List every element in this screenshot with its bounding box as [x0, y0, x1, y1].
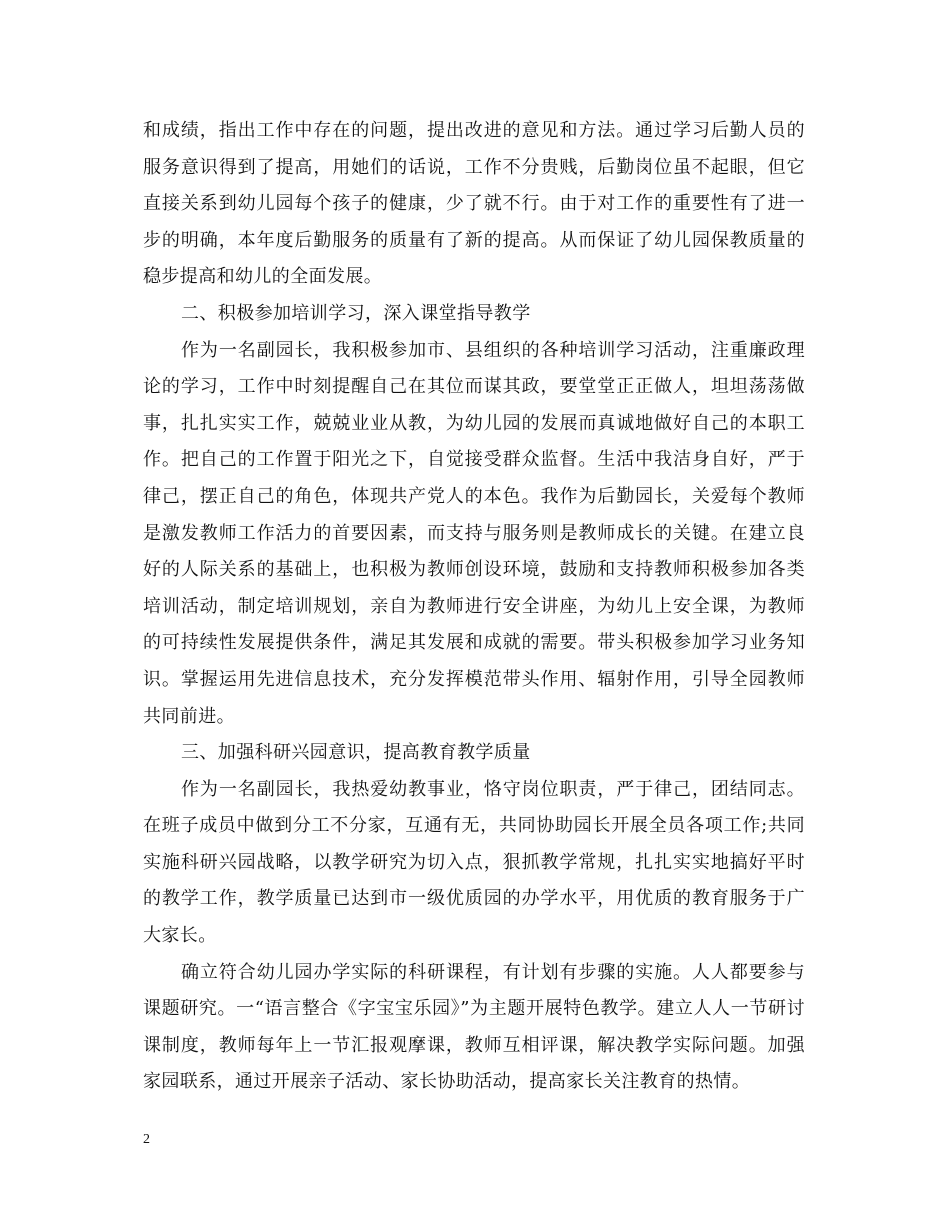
page-number: 2	[143, 1132, 150, 1147]
section-heading-2: 二、积极参加培训学习，深入课堂指导教学	[181, 302, 531, 324]
paragraph-curriculum: 确立符合幼儿园办学实际的科研课程，有计划有步骤的实施。人人都要参与课题研究。一“语言整合《字宝宝乐园》”为主题开展特色教学。建立人人一节研讨课制度，教师每年上一节汇报观摩课，教师互相评课，解决教学实际问题。加强家园联系，通过开展亲子活动、家长协助活动，提高家长关注教育的热情。	[143, 961, 805, 1093]
section-heading-3: 三、加强科研兴园意识，提高教育教学质量	[181, 742, 531, 764]
paragraph-training: 作为一名副园长，我积极参加市、县组织的各种培训学习活动，注重廉政理论的学习，工作中时刻提醒自己在其位而谋其政，要堂堂正正做人，坦坦荡荡做事，扎扎实实工作，兢兢业业从教，为幼儿园的发展而真诚地做好自己的本职工作。把自己的工作置于阳光之下，自觉接受群众监督。生活中我洁身自好，严于律己，摆正自己的角色，体现共产党人的本色。我作为后勤园长，关爱每个教师是激发教师工作活力的首要因素，而支持与服务则是教师成长的关键。在建立良好的人际关系的基础上，也积极为教师创设环境，鼓励和支持教师积极参加各类培训活动，制定培训规划，亲自为教师进行安全讲座，为幼儿上安全课，为教师的可持续性发展提供条件，满足其发展和成就的需要。带头积极参加学习业务知识。掌握运用先进信息技术，充分发挥模范带头作用、辐射作用，引导全园教师共同前进。	[143, 339, 805, 727]
paragraph-continuation: 和成绩，指出工作中存在的问题，提出改进的意见和方法。通过学习后勤人员的服务意识得到了提高，用她们的话说，工作不分贵贱，后勤岗位虽不起眼，但它直接关系到幼儿园每个孩子的健康，少了就不行。由于对工作的重要性有了进一步的明确，本年度后勤服务的质量有了新的提高。从而保证了幼儿园保教质量的稳步提高和幼儿的全面发展。	[143, 120, 805, 288]
document-body	[143, 113, 805, 1101]
paragraph-research: 作为一名副园长，我热爱幼教事业，恪守岗位职责，严于律己，团结同志。在班子成员中做到分工不分家，互通有无，共同协助园长开展全员各项工作;共同实施科研兴园战略，以教学研究为切入点，狠抓教学常规，扎扎实实地搞好平时的教学工作，教学质量已达到市一级优质园的办学水平，用优质的教育服务于广大家长。	[143, 778, 805, 947]
